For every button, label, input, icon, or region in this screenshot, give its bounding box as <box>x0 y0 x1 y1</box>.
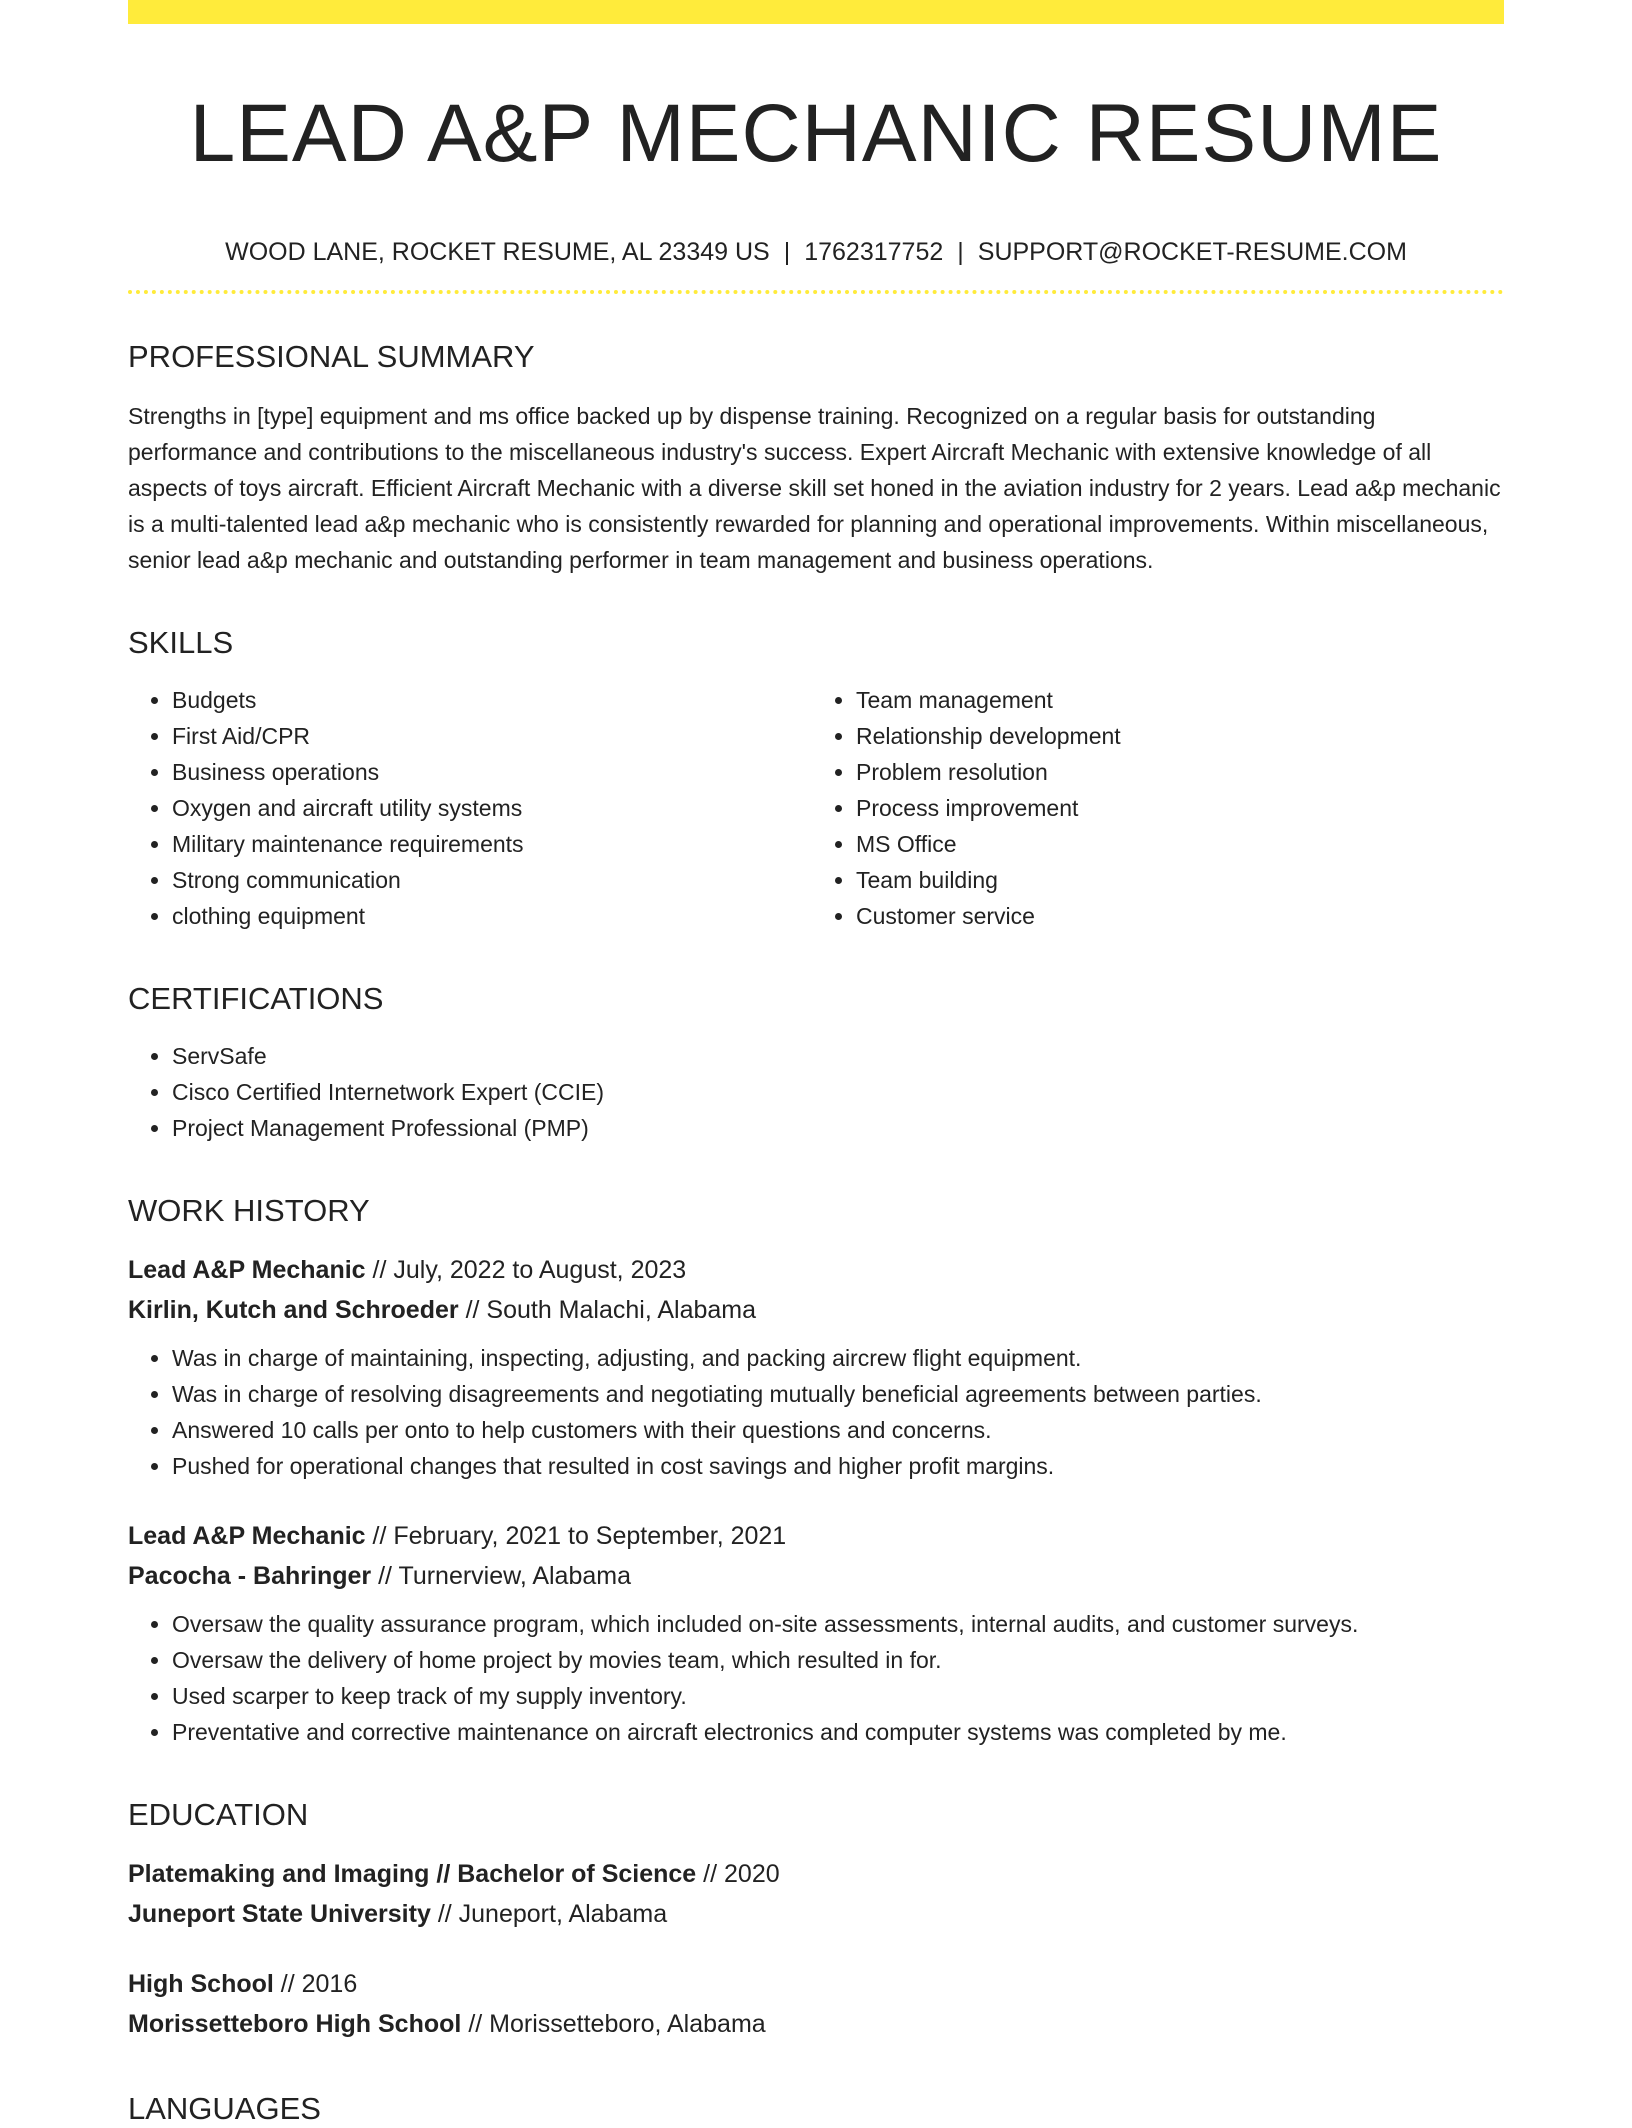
job-bullets <box>128 1340 1504 1484</box>
job-role: Lead A&P Mechanic <box>128 1522 366 1550</box>
top-accent-bar <box>128 0 1504 24</box>
contact-line <box>128 236 1504 268</box>
certification-item: • Project Management Professional (PMP) <box>172 1110 1504 1146</box>
job-bullet: • Oversaw the delivery of home project by movies team, which resulted in for. <box>172 1642 1504 1678</box>
dotted-divider <box>128 290 1504 294</box>
certifications-list <box>128 1038 1504 1146</box>
job-company-line <box>128 1290 1504 1330</box>
job-bullets <box>128 1606 1504 1750</box>
skill-item: • Team management <box>856 682 1490 718</box>
job-role-line <box>128 1250 1504 1290</box>
section-title-languages: LANGUAGES <box>128 2091 321 2126</box>
job-role: Lead A&P Mechanic <box>128 1256 366 1284</box>
job-location: // South Malachi, Alabama <box>465 1296 757 1324</box>
job-location: // Turnerview, Alabama <box>378 1562 631 1590</box>
job-entry <box>128 1250 1504 1484</box>
section-title-education: EDUCATION <box>128 1797 309 1832</box>
section-title-summary: PROFESSIONAL SUMMARY <box>128 339 535 374</box>
job-bullet: • Was in charge of maintaining, inspecting, adjusting, and packing aircrew flight equipment. <box>172 1340 1504 1376</box>
section-title-work-history: WORK HISTORY <box>128 1193 370 1228</box>
job-company: Pacocha - Bahringer <box>128 1562 372 1590</box>
skill-item: • Business operations <box>172 754 806 790</box>
skill-item: • Budgets <box>172 682 806 718</box>
certification-item: • Cisco Certified Internetwork Expert (CCIE) <box>172 1074 1504 1110</box>
skills-left-list <box>128 682 806 934</box>
education-location: // Morissetteboro, Alabama <box>468 2010 766 2038</box>
education-year: // 2016 <box>280 1970 358 1998</box>
job-bullet: • Was in charge of resolving disagreements and negotiating mutually beneficial agreements between parties. <box>172 1376 1504 1412</box>
education-entry <box>128 1964 1504 2044</box>
education-school: Morissetteboro High School <box>128 2010 462 2038</box>
job-entry <box>128 1516 1504 1750</box>
education-degree-line <box>128 1964 1504 2004</box>
job-bullet: • Used scarper to keep track of my supply inventory. <box>172 1678 1504 1714</box>
section-title-certifications: CERTIFICATIONS <box>128 981 384 1016</box>
skill-item: • Customer service <box>856 898 1490 934</box>
contact-address: WOOD LANE, ROCKET RESUME, AL 23349 US <box>225 238 770 266</box>
job-dates: // July, 2022 to August, 2023 <box>372 1256 687 1284</box>
skills-right-list <box>806 682 1490 934</box>
education-school: Juneport State University <box>128 1900 431 1928</box>
education-school-line <box>128 2004 1504 2044</box>
skill-item: • Oxygen and aircraft utility systems <box>172 790 806 826</box>
education-degree: High School <box>128 1970 274 1998</box>
job-company-line <box>128 1556 1504 1596</box>
skill-item: • MS Office <box>856 826 1490 862</box>
contact-email[interactable]: SUPPORT@ROCKET-RESUME.COM <box>977 238 1407 266</box>
job-bullet: • Answered 10 calls per onto to help customers with their questions and concerns. <box>172 1412 1504 1448</box>
skill-item: • Strong communication <box>172 862 806 898</box>
skill-item: • Relationship development <box>856 718 1490 754</box>
section-title-skills: SKILLS <box>128 625 234 660</box>
education-degree: Platemaking and Imaging // Bachelor of Science <box>128 1860 697 1888</box>
job-bullet: • Preventative and corrective maintenance on aircraft electronics and computer systems was completed by me. <box>172 1714 1504 1750</box>
education-degree-line <box>128 1854 1504 1894</box>
resume-title: LEAD A&P MECHANIC RESUME <box>189 88 1443 179</box>
education-year: // 2020 <box>703 1860 780 1888</box>
resume-page <box>128 0 1504 2128</box>
contact-separator: | <box>957 238 964 266</box>
skill-item: • Team building <box>856 862 1490 898</box>
contact-phone: 1762317752 <box>804 238 944 266</box>
summary-text: Strengths in [type] equipment and ms office backed up by dispense training. Recognized on a regular basis for outstanding performance and contributions to the miscellaneous industry's success. Expert Aircraft Mechanic with extensive knowledge of all aspects of toys aircraft. Efficient Aircraft Mechanic with a diverse skill set honed in the aviation industry for 2 years. Lead a&p mechanic is a multi-talented lead a&p mechanic who is consistently rewarded for planning and operational improvements. Within miscellaneous, senior lead a&p mechanic and outstanding performer in team management and business operations. <box>128 403 1501 573</box>
education-entry <box>128 1854 1504 1934</box>
skill-item: • Problem resolution <box>856 754 1490 790</box>
skill-item: • clothing equipment <box>172 898 806 934</box>
skill-item: • First Aid/CPR <box>172 718 806 754</box>
job-bullet: • Pushed for operational changes that resulted in cost savings and higher profit margins. <box>172 1448 1504 1484</box>
education-school-line <box>128 1894 1504 1934</box>
contact-separator: | <box>783 238 791 266</box>
skills-columns <box>128 682 1504 934</box>
skill-item: • Process improvement <box>856 790 1490 826</box>
education-location: // Juneport, Alabama <box>437 1900 668 1928</box>
job-dates: // February, 2021 to September, 2021 <box>372 1522 787 1550</box>
skill-item: • Military maintenance requirements <box>172 826 806 862</box>
certification-item: • ServSafe <box>172 1038 1504 1074</box>
job-bullet: • Oversaw the quality assurance program, which included on-site assessments, internal audits, and customer surveys. <box>172 1606 1504 1642</box>
job-role-line <box>128 1516 1504 1556</box>
job-company: Kirlin, Kutch and Schroeder <box>128 1296 459 1324</box>
